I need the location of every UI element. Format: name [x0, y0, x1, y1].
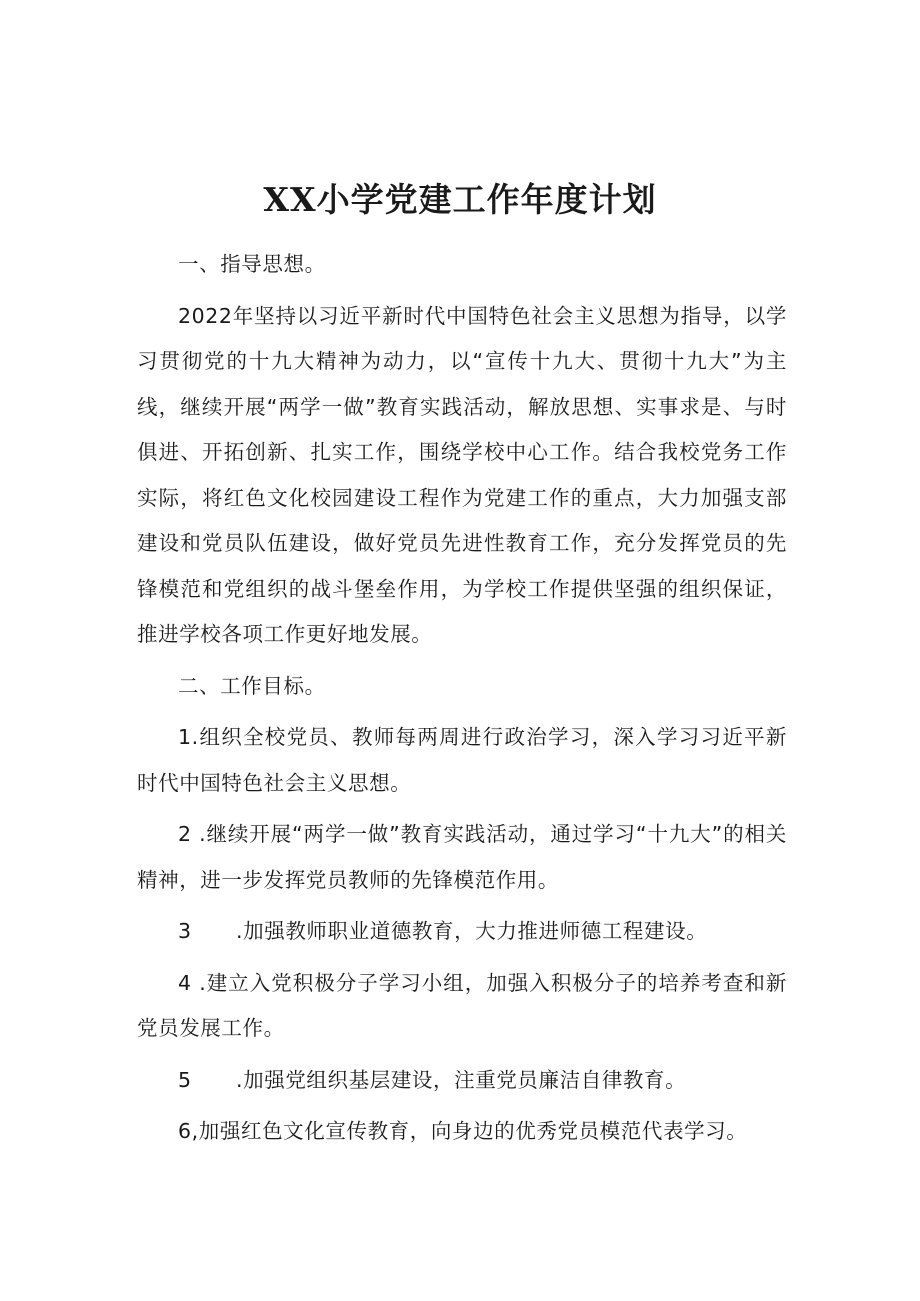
goal-number: 4 [178, 970, 192, 995]
goal-text: 组织全校党员、教师每两周进行政治学习，深入学习习近平新时代中国特色社会主义思想。 [137, 725, 787, 795]
document-body [137, 242, 787, 1161]
goal-text: 加强红色文化宣传教育，向身边的优秀党员模范代表学习。 [198, 1119, 748, 1143]
work-goal-item [137, 1058, 787, 1104]
document-title: XX小学党建工作年度计划 [263, 180, 657, 219]
goal-number: 6, [178, 1119, 199, 1143]
goal-text: .继续开展“两学一做”教育实践活动，通过学习“十九大”的相关精神，进一步发挥党员教师的先锋模范作用。 [137, 822, 788, 892]
section-heading-guiding-thought: 一、指导思想。 [178, 252, 326, 276]
goal-number: 5 [178, 1067, 192, 1092]
work-goal-item [137, 812, 787, 903]
section-heading-work-goals: 二、工作目标。 [178, 673, 326, 698]
goal-text: .加强党组织基层建设，注重党员廉洁自律教育。 [236, 1067, 687, 1092]
goal-number: 1. [178, 725, 199, 749]
work-goal-item [137, 1109, 787, 1155]
goal-number: 3 [178, 919, 192, 943]
goal-text: .加强教师职业道德教育，大力推进师德工程建设。 [236, 919, 708, 943]
guiding-thought-paragraph: 2022年坚持以习近平新时代中国特色社会主义思想为指导，以学习贯彻党的十九大精神为动力，以“宣传十九大、贯彻十九大”为主线，继续开展“两学一做”教育实践活动，解放思想、实事求是、与时俱进、开拓创新、扎实工作，围绕学校中心工作。结合我校党务工作实际，将红色文化校园建设工程作为党建工作的重点，大力加强支部建设和党员队伍建设，做好党员先进性教育工作，充分发挥党员的先锋模范和党组织的战斗堡垒作用，为学校工作提供坚强的组织保证，推进学校各项工作更好地发展。 [137, 303, 787, 646]
work-goal-item [137, 961, 787, 1052]
goal-number: 2 [178, 822, 192, 846]
work-goal-item [137, 909, 787, 955]
work-goal-item [137, 715, 787, 806]
goal-text: .建立入党积极分子学习小组，加强入积极分子的培养考查和新党员发展工作。 [137, 970, 787, 1040]
